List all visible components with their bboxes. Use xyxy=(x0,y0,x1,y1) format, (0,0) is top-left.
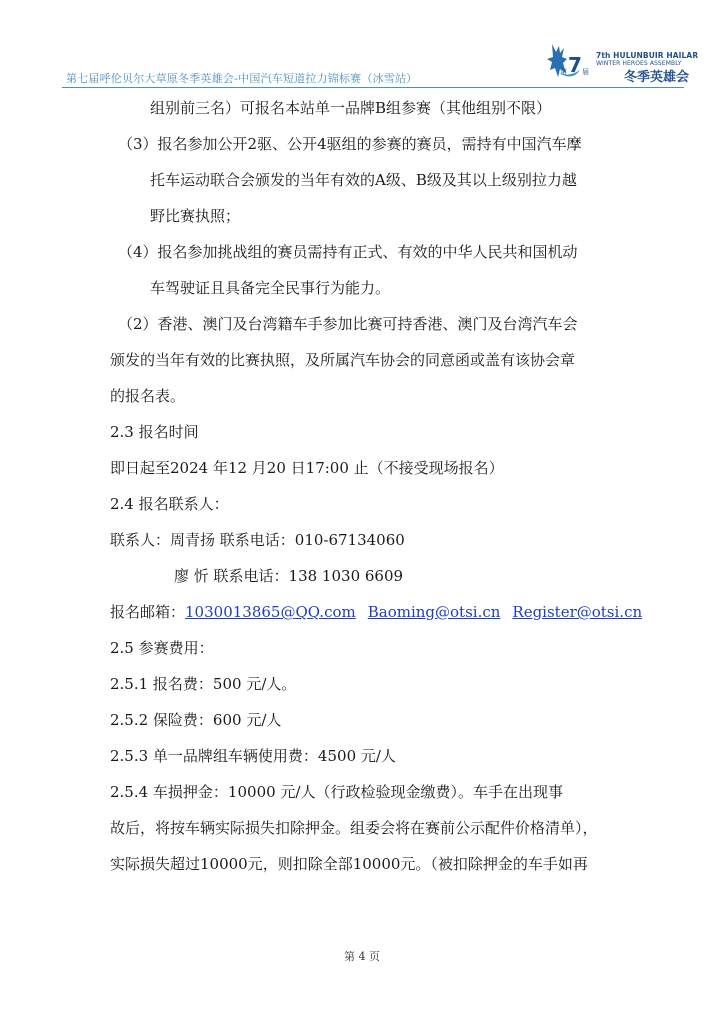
paragraph-line: 实际损失超过10000元，则扣除全部10000元。（被扣除押金的车手如再 xyxy=(110,855,588,873)
paragraph-line: 的报名表。 xyxy=(110,387,186,405)
page-header xyxy=(62,38,699,86)
logo-english-text: 7th HULUNBUIR HAILAR WINTER HEROES ASSEMBLY xyxy=(596,51,699,67)
deer-logo-icon xyxy=(538,38,598,86)
fee-line: 2.5.2 保险费：600 元/人 xyxy=(110,711,282,729)
header-divider xyxy=(62,87,684,88)
svg-text:届: 届 xyxy=(582,68,589,76)
logo-chinese-text: 冬季英雄会 xyxy=(624,70,690,85)
svg-text:第: 第 xyxy=(560,68,567,76)
paragraph-line: 即日起至2024 年12 月20 日17:00 止（不接受现场报名） xyxy=(110,459,504,477)
paragraph-line: 车驾驶证且具备完全民事行为能力。 xyxy=(150,279,391,297)
fee-line: 2.5.3 单一品牌组车辆使用费：4500 元/人 xyxy=(110,747,396,765)
contact-line: 廖 忻 联系电话：138 1030 6609 xyxy=(174,567,404,585)
paragraph-line: （4）报名参加挑战组的赛员需持有正式、有效的中华人民共和国机动 xyxy=(118,243,578,261)
email-link-qq[interactable]: 1030013865@QQ.com xyxy=(185,603,356,621)
fee-line: 2.5.4 车损押金：10000 元/人（行政检验现金缴费）。车手在出现事 xyxy=(110,783,563,801)
paragraph-line: （3）报名参加公开2驱、公开4驱组的参赛的赛员，需持有中国汽车摩 xyxy=(118,135,582,153)
fee-line: 2.5.1 报名费：500 元/人。 xyxy=(110,675,297,693)
email-link-register[interactable]: Register@otsi.cn xyxy=(512,603,643,621)
document-body xyxy=(110,90,643,882)
paragraph-line: 托车运动联合会颁发的当年有效的A级、B级及其以上级别拉力越 xyxy=(150,171,577,189)
email-label: 报名邮箱： xyxy=(110,603,186,621)
header-title: 第七届呼伦贝尔大草原冬季英雄会-中国汽车短道拉力锦标赛（冰雪站） xyxy=(66,72,418,85)
paragraph-line: 野比赛执照； xyxy=(150,207,241,225)
contact-line: 联系人：周青扬 联系电话：010-67134060 xyxy=(110,531,405,549)
section-heading: 2.5 参赛费用： xyxy=(110,639,214,657)
svg-text:7: 7 xyxy=(568,53,582,77)
section-heading: 2.4 报名联系人： xyxy=(110,495,229,513)
email-link-baoming[interactable]: Baoming@otsi.cn xyxy=(367,603,501,621)
paragraph-line: 颁发的当年有效的比赛执照，及所属汽车协会的同意函或盖有该协会章 xyxy=(110,351,576,369)
paragraph-line: 组别前三名）可报名本站单一品牌B组参赛（其他组别不限） xyxy=(150,99,552,117)
email-line xyxy=(110,594,643,630)
section-heading: 2.3 报名时间 xyxy=(110,423,199,441)
event-logo xyxy=(538,38,699,86)
paragraph-line: （2）香港、澳门及台湾籍车手参加比赛可持香港、澳门及台湾汽车会 xyxy=(118,315,578,333)
page-number: 第 4 页 xyxy=(344,950,380,963)
paragraph-line: 故后，将按车辆实际损失扣除押金。组委会将在赛前公示配件价格清单）， xyxy=(110,819,598,837)
